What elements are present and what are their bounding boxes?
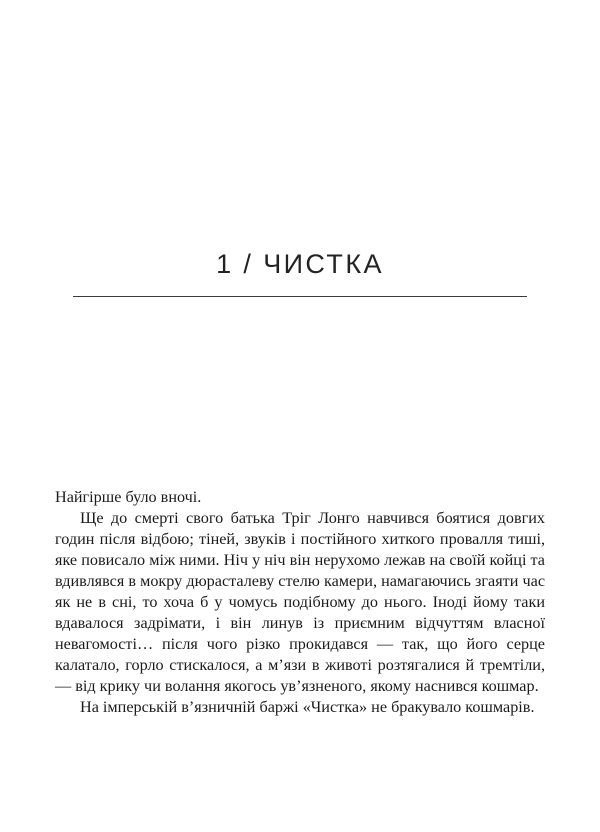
body-text-block xyxy=(55,487,545,718)
paragraph: На імперській в’язничній баржі «Чистка» не бракувало кошмарів. xyxy=(80,698,535,716)
paragraph: Найгірше було вночі. xyxy=(55,488,202,506)
chapter-header xyxy=(0,248,600,280)
chapter-title: 1 / ЧИСТКА xyxy=(216,249,384,279)
chapter-divider-rule xyxy=(73,296,527,297)
paragraph: Ще до смерті свого батька Тріг Лонго навчився боятися довгих годин після відбою; тіней, звуків і постійного хиткого провалля тиші, яке повисало між ними. Ніч у ніч він нерухомо лежав на своїй койці та вдивлявся в мокру дюрасталеву стелю камери, намагаючись згаяти час як не в сні, то хоча б у чомусь подібному до нього. Іноді йому таки вдавалося задрімати, і він линув із приємним відчуттям власної невагомості… після чого різко прокидався — так, що його серце калатало, горло стискалося, а м’язи в животі розтягалися й тремтіли, — від крику чи волання якогось ув’язненого, якому наснився кошмар. xyxy=(55,509,545,695)
